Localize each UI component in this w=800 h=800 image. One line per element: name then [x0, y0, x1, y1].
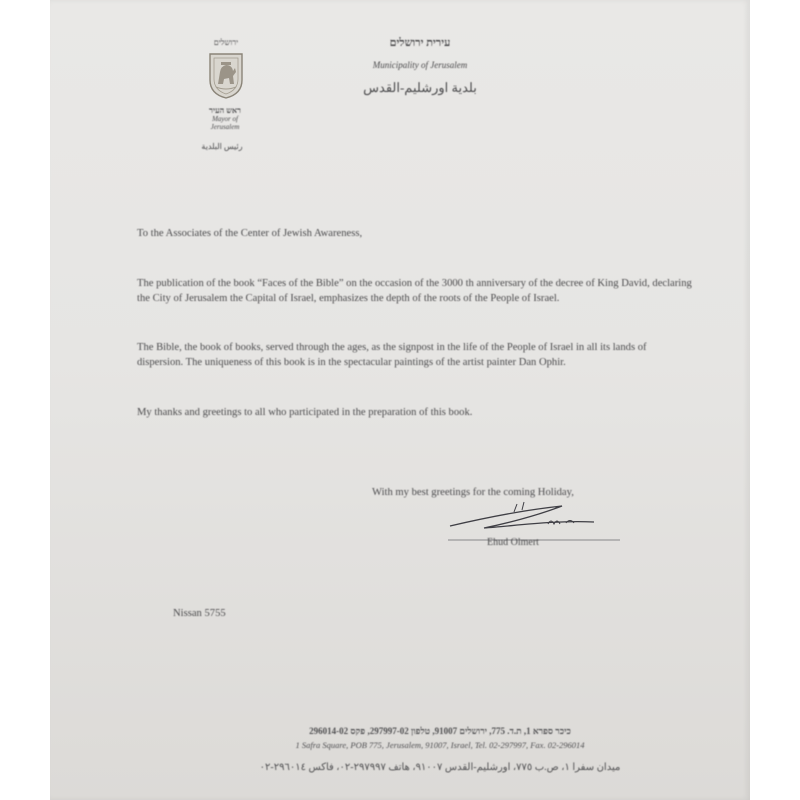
- emblem-hebrew-label: ירושלים: [213, 38, 239, 47]
- mayor-english-label: [200, 115, 250, 131]
- letter-paragraph-2: The Bible, the book of books, served through the ages, as the signpost in the life of the People of Israel in all its lands of dispersion. The uniqueness of this book is in the spectacular paintings of the artist painter Dan Ophir.: [137, 342, 647, 368]
- mayor-english-line1: Mayor of: [212, 115, 238, 123]
- letter-closing: With my best greetings for the coming Holiday,: [372, 487, 574, 498]
- letter-date: Nissan 5755: [173, 608, 226, 619]
- letter-paragraph-1: The publication of the book “Faces of the Bible” on the occasion of the 3000 th anniversary of the decree of King David, declaring the City of Jerusalem the Capital of Israel, emphasizes the depth of the roots of the People of Israel.: [137, 278, 692, 304]
- jerusalem-crest-icon: [206, 50, 246, 100]
- municipality-hebrew-title: עירית ירושלים: [389, 37, 451, 49]
- letter-paragraph-3: My thanks and greetings to all who participated in the preparation of this book.: [137, 407, 473, 418]
- letter-salutation: To the Associates of the Center of Jewish Awareness,: [137, 228, 363, 239]
- mayor-english-line2: Jerusalem: [210, 123, 240, 131]
- letter-page: [50, 0, 750, 800]
- footer-arabic-address: ميدان سفرا ١، ص.ب ٧٧٥، اورشليم-القدس ٩١٠٠٧، هاتف ٢٩٧٩٩٧-٠٢، فاكس ٢٩٦٠١٤-٠٢: [259, 762, 621, 773]
- municipality-arabic-title: بلدية اورشليم-القدس: [363, 80, 477, 95]
- signer-name: Ehud Olmert: [487, 537, 539, 548]
- footer-english-address: 1 Safra Square, POB 775, Jerusalem, 91007, Israel, Tel. 02-297997, Fax. 02-296014: [295, 740, 585, 750]
- mayor-arabic-label: رئيس البلدية: [201, 142, 243, 151]
- mayor-hebrew-label: ראש העיר: [209, 106, 241, 115]
- footer-hebrew-address: כיכר ספרא 1, ת.ד. 775, ירושלים 91007, טלפון 297997-02, פקס 296014-02: [309, 726, 571, 736]
- municipality-english-title: Municipality of Jerusalem: [372, 60, 468, 70]
